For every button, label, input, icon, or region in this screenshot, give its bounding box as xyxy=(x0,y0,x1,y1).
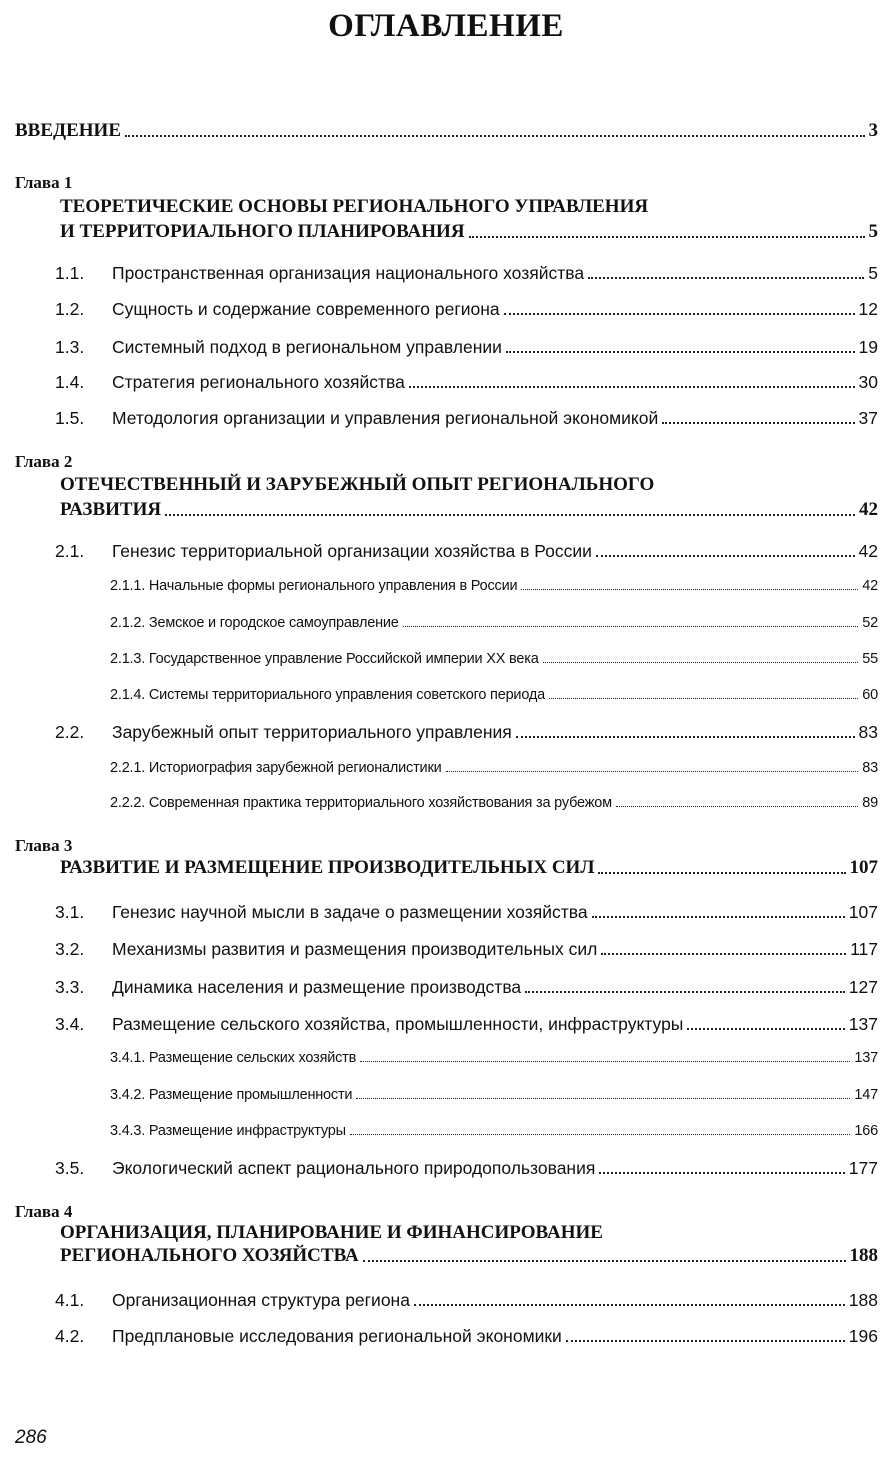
section-title: Системный подход в региональном управлении xyxy=(112,337,502,357)
toc-page-number: 42 xyxy=(859,499,878,520)
toc-page-number: 107 xyxy=(848,902,878,922)
chapter-label: Глава 4 xyxy=(15,1202,73,1221)
dot-leader xyxy=(601,953,846,955)
section-title: Генезис территориальной организации хозяйства в России xyxy=(112,541,592,561)
subsection-title: 3.4.3. Размещение инфраструктуры xyxy=(110,1123,346,1139)
dot-leader xyxy=(165,514,855,516)
toc-page-number: 127 xyxy=(848,977,878,997)
toc-entry-chapter xyxy=(0,221,892,243)
section-number: 4.1. xyxy=(55,1290,85,1310)
chapter-title: РАЗВИТИЯ xyxy=(60,499,162,520)
dot-leader xyxy=(446,771,859,772)
toc-page-number: 117 xyxy=(850,939,878,959)
toc-entry-section xyxy=(0,408,892,429)
page-title: ОГЛАВЛЕНИЕ xyxy=(328,8,564,44)
toc-page-number: 196 xyxy=(848,1326,878,1346)
dot-leader xyxy=(549,698,858,699)
subsection-title: 2.1.4. Системы территориального управления советского периода xyxy=(110,687,546,703)
dot-leader xyxy=(360,1061,850,1062)
section-number: 3.1. xyxy=(55,902,85,922)
toc-entry-section xyxy=(0,1326,892,1347)
toc-entry-section xyxy=(0,299,892,320)
toc-page-number: 42 xyxy=(862,578,878,594)
toc-entry-introduction xyxy=(0,120,892,142)
subsection-title: 2.1.3. Государственное управление Российской империи XX века xyxy=(110,651,539,667)
dot-leader xyxy=(409,386,855,388)
section-title: Сущность и содержание современного региона xyxy=(112,299,500,319)
toc-entry-section xyxy=(0,1158,892,1179)
toc-page-number: 83 xyxy=(858,722,878,742)
chapter-title: ОТЕЧЕСТВЕННЫЙ И ЗАРУБЕЖНЫЙ ОПЫТ РЕГИОНАЛЬНОГО xyxy=(60,474,655,495)
dot-leader xyxy=(504,313,855,315)
toc-page-number: 30 xyxy=(858,372,878,392)
toc-page-number: 5 xyxy=(868,221,878,242)
chapter-title: ТЕОРЕТИЧЕСКИЕ ОСНОВЫ РЕГИОНАЛЬНОГО УПРАВЛЕНИЯ xyxy=(60,196,649,217)
section-number: 2.2. xyxy=(55,722,85,742)
toc-entry-subsection xyxy=(0,578,892,594)
toc-entry-section xyxy=(0,541,892,562)
toc-page-number: 42 xyxy=(858,541,878,561)
chapter-title: ОРГАНИЗАЦИЯ, ПЛАНИРОВАНИЕ И ФИНАНСИРОВАНИЕ xyxy=(60,1222,603,1243)
dot-leader xyxy=(596,555,855,557)
toc-entry-subsection xyxy=(0,1087,892,1103)
section-number: 1.3. xyxy=(55,337,85,357)
toc-page-number: 147 xyxy=(854,1087,878,1103)
toc-page-number: 177 xyxy=(848,1158,878,1178)
section-number: 1.5. xyxy=(55,408,85,428)
chapter-title: И ТЕРРИТОРИАЛЬНОГО ПЛАНИРОВАНИЯ xyxy=(60,221,465,242)
section-title: Стратегия регионального хозяйства xyxy=(112,372,405,392)
toc-page-number: 60 xyxy=(862,687,878,703)
section-title: Механизмы развития и размещения производительных сил xyxy=(112,939,598,959)
subsection-title: 3.4.2. Размещение промышленности xyxy=(110,1087,353,1103)
section-title: Организационная структура региона xyxy=(112,1290,410,1310)
toc-entry-chapter xyxy=(0,499,892,521)
toc-entry-section xyxy=(0,902,892,923)
toc-entry-subsection xyxy=(0,687,892,703)
section-title: Методология организации и управления региональной экономикой xyxy=(112,408,659,428)
toc-page-number: 137 xyxy=(854,1050,878,1066)
toc-entry-subsection xyxy=(0,795,892,811)
dot-leader xyxy=(356,1098,850,1099)
section-title: Размещение сельского хозяйства, промышленности, инфраструктуры xyxy=(112,1014,684,1034)
toc-page-number: 166 xyxy=(854,1123,878,1139)
dot-leader xyxy=(506,351,855,353)
toc-entry-subsection xyxy=(0,1123,892,1139)
chapter-label: Глава 3 xyxy=(15,836,73,855)
dot-leader xyxy=(598,872,845,874)
dot-leader xyxy=(414,1304,845,1306)
toc-page-number: 137 xyxy=(848,1014,878,1034)
toc-entry-section xyxy=(0,337,892,358)
toc-page-number: 107 xyxy=(849,857,878,878)
dot-leader xyxy=(525,991,845,993)
chapter-title: РЕГИОНАЛЬНОГО ХОЗЯЙСТВА xyxy=(60,1245,359,1266)
toc-entry-label: ВВЕДЕНИЕ xyxy=(15,120,121,141)
section-number: 2.1. xyxy=(55,541,85,561)
dot-leader xyxy=(403,626,859,627)
toc-page-number: 12 xyxy=(858,299,878,319)
section-number: 1.2. xyxy=(55,299,85,319)
toc-page-number: 19 xyxy=(858,337,878,357)
dot-leader xyxy=(662,422,854,424)
section-number: 3.4. xyxy=(55,1014,85,1034)
dot-leader xyxy=(350,1134,851,1135)
toc-page-number: 55 xyxy=(862,651,878,667)
toc-entry-section xyxy=(0,372,892,393)
dot-leader xyxy=(588,277,864,279)
dot-leader xyxy=(616,806,858,807)
chapter-title: РАЗВИТИЕ И РАЗМЕЩЕНИЕ ПРОИЗВОДИТЕЛЬНЫХ СИЛ xyxy=(60,857,595,878)
page-number: 286 xyxy=(15,1427,47,1448)
section-title: Предплановые исследования региональной экономики xyxy=(112,1326,562,1346)
toc-page-number: 83 xyxy=(862,760,878,776)
dot-leader xyxy=(543,662,859,663)
toc-page-number: 3 xyxy=(868,120,878,141)
section-number: 3.2. xyxy=(55,939,85,959)
section-number: 1.1. xyxy=(55,263,85,283)
dot-leader xyxy=(687,1028,844,1030)
dot-leader xyxy=(516,736,855,738)
section-number: 3.3. xyxy=(55,977,85,997)
toc-entry-section xyxy=(0,1014,892,1035)
section-number: 3.5. xyxy=(55,1158,85,1178)
toc-entry-section xyxy=(0,263,892,284)
dot-leader xyxy=(599,1172,844,1174)
section-number: 1.4. xyxy=(55,372,85,392)
toc-page-number: 5 xyxy=(868,263,878,283)
section-title: Динамика населения и размещение производства xyxy=(112,977,522,997)
toc-entry-chapter xyxy=(0,1245,892,1267)
toc-entry-section xyxy=(0,722,892,743)
toc-page-number: 89 xyxy=(862,795,878,811)
dot-leader xyxy=(125,135,865,137)
toc-page-number: 37 xyxy=(858,408,878,428)
toc-entry-section xyxy=(0,939,892,960)
section-title: Генезис научной мысли в задаче о размещении хозяйства xyxy=(112,902,588,922)
subsection-title: 2.2.1. Историография зарубежной регионалистики xyxy=(110,760,442,776)
subsection-title: 3.4.1. Размещение сельских хозяйств xyxy=(110,1050,357,1066)
toc-entry-subsection xyxy=(0,651,892,667)
dot-leader xyxy=(592,916,845,918)
subsection-title: 2.1.1. Начальные формы регионального управления в России xyxy=(110,578,518,594)
dot-leader xyxy=(521,589,858,590)
chapter-label: Глава 2 xyxy=(15,452,73,471)
toc-entry-subsection xyxy=(0,760,892,776)
toc-entry-section xyxy=(0,1290,892,1311)
section-title: Пространственная организация национального хозяйства xyxy=(112,263,585,283)
subsection-title: 2.1.2. Земское и городское самоуправление xyxy=(110,615,399,631)
subsection-title: 2.2.2. Современная практика территориального хозяйствования за рубежом xyxy=(110,795,612,811)
toc-entry-subsection xyxy=(0,615,892,631)
section-title: Зарубежный опыт территориального управления xyxy=(112,722,512,742)
toc-entry-subsection xyxy=(0,1050,892,1066)
toc-page-number: 188 xyxy=(848,1290,878,1310)
toc-page-number: 52 xyxy=(862,615,878,631)
dot-leader xyxy=(469,236,865,238)
toc-entry-section xyxy=(0,977,892,998)
toc-entry-chapter xyxy=(0,857,892,879)
dot-leader xyxy=(566,1340,845,1342)
section-title: Экологический аспект рационального природопользования xyxy=(112,1158,596,1178)
section-number: 4.2. xyxy=(55,1326,85,1346)
toc-page-number: 188 xyxy=(849,1245,878,1266)
chapter-label: Глава 1 xyxy=(15,173,73,192)
dot-leader xyxy=(363,1260,846,1262)
